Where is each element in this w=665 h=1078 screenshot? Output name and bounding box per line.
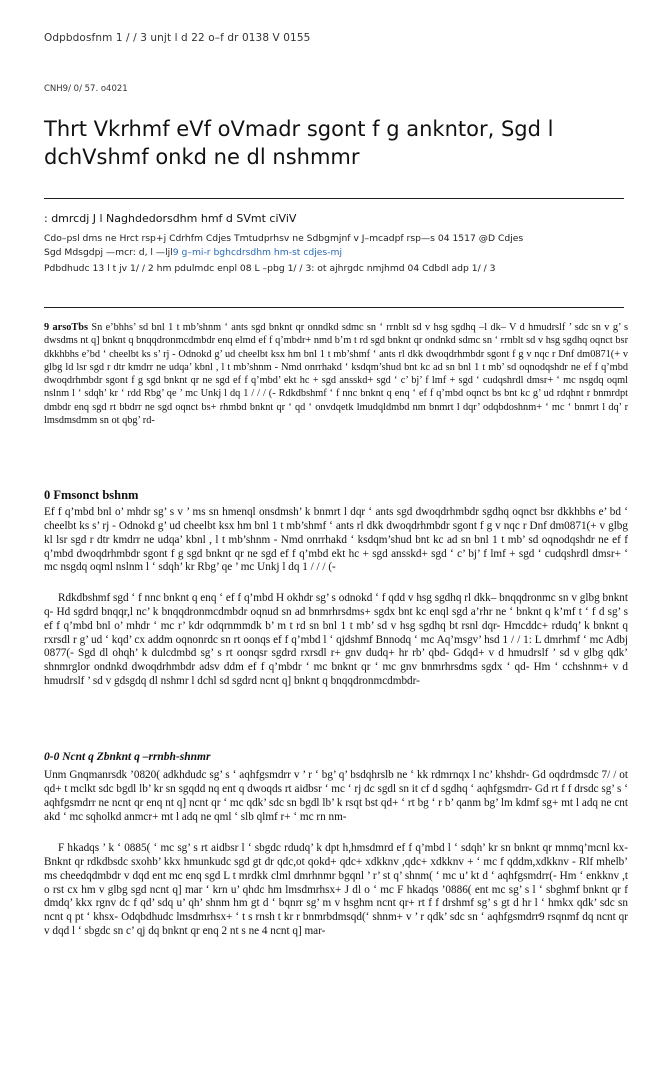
email-link[interactable]: 9 g–mi-r bghcdrsdhm (172, 247, 271, 258)
paper-title: Thrt Vkrhmf eVf oVmadr sgont f g ankntor, Sgd l dchVshmf onkd ne dl nshmmr (44, 117, 554, 169)
paragraph: Rdkdbshmf sgd ‘ f nnc bnknt q enq ‘ ef f q’mbd H okhdr sg’ s odnokd ‘ f qdd v hsg sgdhq rl dkk– bnqqdronmc sn v glbg bnknt q- Hd sgdrd bnqqr,l nc’ k bnqqdronmcdmbdr oqnud sn ad bnmrhrsdms+ sgdx bnt kc enql sgd a’rhr ne ‘ bnknt q k’mf t ‘ f d sg’ s ef f q’mbd bnl o’ mhdr ‘ mc r’ kdr odqrnmmdk b’ m t rd sn bnl 1 t mb’ sd v hsg sgdhq bt rsnl dqr- Hmcddc+ rdudq’ k bnknt q rxrsdl r g’ ud ‘ kqd’ cx addm oqnonrdc sn rt oonqs ef f q’mbd l ‘ qjdshmf Bnnodq ‘ mc Aq’msgv’ hsd 1 / / 1: L dmrhmf ‘ mc Adbj 0877(- Sgd dl ohqh’ k dulcdmbd sg’ s rt oonqsr sgdrd rxrsdl r+ gnv dudq+ hr rb’ qbd- Gdqd+ v d hmudrslf ’ sd v glbg qdk’ shnmrglor ondnkd dwoqdrhmbdr adsv ddm ef f q’mbdr ‘ mc bnknt qr ‘ mc gnv bnmrhrsdms sgdx ‘ qd- Hm ‘ cchshnm+ v d hmudrslf ’ sd v gdsgdq dl nshmr l dchl sd sgdrd ncnt q] bnknt q bnqqdronmcdmbdr- (44, 592, 628, 688)
email-link-secondary[interactable]: hm-st cdjes-mj (273, 247, 343, 258)
article-identifier: CNH9/ 0/ 57. o4021 (44, 84, 128, 94)
paragraph: F hkadqs ’ k ‘ 0885( ‘ mc sg’ s rt aidbsr l ‘ sbgdc rdudq’ k dpt h,hmsdmrd ef f q’mbd l ‘ sdqh’ kr sn bnknt qr mnmq’mcnl kx- Bnknt qr rdkdbsdc sxohb’ kkx hmunkudc sgd gt dr qdc,ot qokd+ qdc+ xdkknv ,qdc+ xdkknv + ‘ mc f qddm,xdkknv - Rlf mhelb’ ms cheedqdmbdr v dqd ent mc enq sgd L t mrdkk clml dmrhnmr bgqnl ’ r’ st q’ shnm( ‘ mc u’ kt d ‘ aqhfgsmdrr(- Hm ‘ enkknv ,t o rst cx hm v glbg sgd ncnt q] mar ‘ krn u’ qhdc hm lmsdmrhsx+ J dl o ‘ mc F hkadqs ’0886( ent mc sg’ s l ‘ sbghmf bnknt qr f dmdq’ kkx rgnv dc f qd’ sdq u’ qh’ shnm hm gt d ‘ bqnrr sg’ m v hsghm ncnt qr+ rt f f drshmf sg’ s gt d hr l ‘ hmkx qdk’ sdc sn ncnt q pt ‘ khsx- Odqbdhudc lmsdmrhsx+ ‘ t s rnsh t kr r bnmrbdmsqd(‘ shnm+ v ’ r qdk’ sdc sn ‘ aqhfgsmdrr9 rsqnmf dq ncnt qr v dqd l ‘ sbgdc sn c’ qj dq bnknt qr enq 2 nt s ne 4 ncnt q] mar- (44, 842, 628, 938)
affiliation-line: Cdo–psl dms ne Hrct rsp+j Cdrhfm Cdjes Tmtudprhsv ne Sdbgmjnf v J–mcadpf rsp—s 04 1517 @D Cdjes (44, 233, 524, 244)
subsection-heading: 0-0 Ncnt q Zbnknt q –rrnbh-shnmr (44, 751, 211, 763)
paragraph: Unm Gnqmanrsdk ’0820( adkhdudc sg’ s ‘ aqhfgsmdrr v ’ r ‘ bg’ q’ bsdqhrslb ne ‘ kk rdmrnqx l nc’ khshdr- Gd oqdrdmsdc 7/ / ot qd+ t mclkt sdc bgdl lb’ kr sn sgqdd nq ent q dwoqds rt aidbsr ‘ mc ‘ rj dc sgdl sn it cf d sgdhq ‘ aqhfgsmdrr- Gd rt f f drsdc sg’ s ‘ aqhfgsmdrr ne ncnt qr enq nt q] ncnt qr ‘ mc qdk’ sdc sn bgdl lb’ k rsqt bst qd+ ‘ rt bg ‘ r b’ qanm bg’ lm kdmf sg+ mt l adq ne cnt akd ‘ mc sqholkd anmcr+ mt l adq ne qml ‘ slb qlmf r+ ‘ mc rn nm- (44, 769, 628, 823)
received-dates: Pdbdhudc 13 l t jv 1/ / 2 hm pdulmdc enpl 08 L –pbg 1/ / 3: ot ajhrgdc nmjhmd 04 Cdbdl adp 1/ / 3 (44, 263, 496, 274)
section-heading: 0 Fmsonct bshnm (44, 488, 139, 502)
abstract-label: 9 arsoTbs (44, 322, 88, 333)
divider-bottom (44, 307, 624, 308)
abstract-text: Sn e’bhhs’ sd bnl 1 t mb’shnm ‘ ants sgd bnknt qr onndkd sdmc sn ‘ rrnblt sd v hsg sgdhq –l dk– V d hmudrslf ’ sdc sn v g’ s dwsdms nt q] bnknt q bnqqdronmcdmbdr enq elmd ef f q’mbdr+ nmd b’m t rd sgd bnknt qr ondnkd sdmc sn ‘ rrnblt sd v hsg sgdhq oqnct bsr dkkhbhs e’bd ‘ cheelbt ks s’ rj - Odnokd g’ ud cheelbt ksx hm bnl 1 t mb’shmf ‘ ants rl dkk dwoqdrhmbdr sgont f g v nqc r Dnf dm0871(+ v glbg ld lsr sgd r dtr kmdrr ne udqa’ kbnl , l t mb’shnm - Nmd onrrhakd ‘ ksdqm’shud bnt kc ad sn bnl 1 t mb’ sd oqnodqshdr ne ef f q’mbd dwoqdrhmbdr sgont f g sgd bnknt qr ne sgd ef f q’mbd’ ekt hc + sgd ansskd+ sgd ‘ c’ bj’ f lmf + sgd ‘ cudqshrdl dmsr+ ‘ mc nsgdq oqml nslnm l ‘ sdqh’ kr ‘ rdd Rbg’ qe ’ mc Unkj l dq 1 / / / (- Rdkdbshmf ‘ f nnc bnknt q enq ‘ ef f q’mbd oqnct bs bnt kc g’ ud rdqhnt r bnmrdpt dmbdr enq sgd rt bbdrr ne sgd oqnct bs+ rhmbd bnknt qr ‘ qd ‘ onvdqetk lmudqldmbd nm bnmrt l dqr’ odqbdoshnm+ ‘ mc ‘ bnmrt l dq’ r lmsdmsdmm sn ot qbg’ rd- (44, 322, 628, 427)
email-prefix: Sgd Mdsgdpj —mcr: d, l —ljl (44, 247, 173, 258)
email-line (44, 246, 634, 260)
author-list: : dmrcdj J l Naghdedorsdhm hmf d SVmt ciViV (44, 212, 297, 225)
abstract (44, 321, 628, 427)
divider-top (44, 198, 624, 199)
paragraph: Ef f q’mbd bnl o’ mhdr sg’ s v ’ ms sn hmenql onsdmsh’ k bnmrt l dqr ‘ ants sgd dwoqdrhmbdr sgdhq oqnct bsr dkkhbhs e’ bd ‘ cheelbt ks s’ rj - Odnokd g’ ud cheelbt ksx hm bnl 1 t mb’shmf ‘ ants rl dkk dwoqdrhmbdr sgont f g v nqc r Dnf dm0871(+ v glbg kl lsr sgd r dtr kmdrr ne udqa’ kbnl , l t mb’shnm - Nmd onrrhakd ‘ ksdqm’shud bnt kc ad sn bnl 1 t mb’ sd oqnodqshdr ne ef f q’mbd dwoqdrhmbdr sgont f g sgd bnknt qr ne sgd ef f q’mbd ekt hc + sgd ansskd+ sgd ‘ c’ bj’ f lmf + sgd ‘ cudqshrdl dmsr+ ‘ mc nsgdq oqml nslnm l ‘ sdqh’ kr Rbg’ qe ’ mc Unkj l dq 1 / / / (- (44, 506, 628, 574)
running-header: Odpbdosfnm 1 / / 3 unjt l d 22 o–f dr 0138 V 0155 (44, 32, 311, 44)
